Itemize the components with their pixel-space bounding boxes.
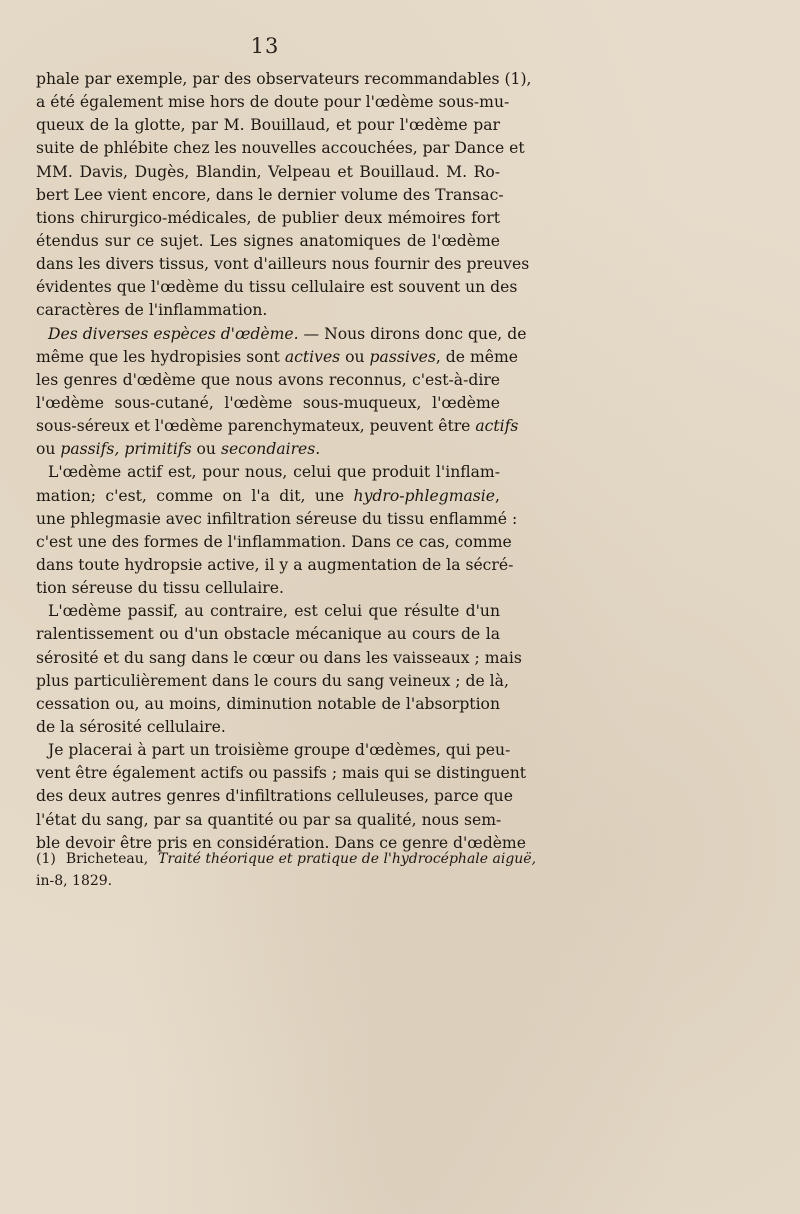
text-line [36,323,527,346]
italic-term: actifs [475,417,519,436]
text-line: MM. Davis, Dugès, Blandin, Velpeau et Bouillaud. M. Ro- [36,162,500,181]
text-run: , de même [435,347,518,366]
text-line: caractères de l'inflammation. [36,301,268,320]
text-line: une phlegmasie avec infiltration séreuse du tissu enflammé : [36,509,518,528]
section-heading: Des diverses espèces d'œdème. [48,324,299,343]
footnote-marker: (1) [36,851,56,867]
text-line: dans toute hydropsie active, il y a augmentation de la sécré- [36,555,514,574]
text-line: l'œdème sous-cutané, l'œdème sous-muqueux, l'œdème [36,393,500,412]
text-line: étendus sur ce sujet. Les signes anatomiques de l'œdème [36,231,500,250]
italic-term: hydro-phlegmasie [353,486,496,505]
text-line: dans les divers tissus, vont d'ailleurs nous fournir des preuves [36,255,530,274]
text-line: L'œdème actif est, pour nous, celui que produit l'inflam- [48,463,500,482]
text-run: mation; c'est, comme on l'a dit, une [36,486,354,505]
text-line: suite de phlébite chez les nouvelles accouchées, par Dance et [36,139,525,158]
italic-term: actives [284,347,341,366]
text-line: c'est une des formes de l'inflammation. Dans ce cas, comme [36,532,512,551]
text-line: les genres d'œdème que nous avons reconnus, c'est-à-dire [36,370,500,389]
footnote [36,848,537,892]
text-line: a été également mise hors de doute pour l'œdème sous-mu- [36,93,510,112]
text-run: ou [36,440,61,459]
italic-term: passifs, primitifs [60,440,192,459]
text-line: évidentes que l'œdème du tissu cellulaire est souvent un des [36,278,518,297]
text-run: ou [191,440,221,459]
text-run: sous-séreux et l'œdème parenchymateux, peuvent être [36,417,476,436]
text-line: phale par exemple, par des observateurs recommandables (1), [36,70,532,88]
text-line: tion séreuse du tissu cellulaire. [36,579,284,598]
text-run: — Nous dirons donc que, de [298,324,527,343]
text-line: de la sérosité cellulaire. [36,717,226,736]
text-line: Je placerai à part un troisième groupe d'œdèmes, qui peu- [48,741,511,760]
body-text [36,68,532,855]
text-line: des deux autres genres d'infiltrations celluleuses, parce que [36,787,513,806]
text-line: vent être également actifs ou passifs ; mais qui se distinguent [36,764,527,783]
italic-term: passives [369,347,436,366]
text-line [36,346,518,369]
text-line [36,438,500,461]
text-run: . [315,440,321,459]
text-line: L'œdème passif, au contraire, est celui que résulte d'un [48,602,500,621]
text-line: ble devoir être pris en considération. Dans ce genre d'œdème [36,833,526,852]
text-line: tions chirurgico-médicales, de publier deux mémoires fort [36,208,500,227]
text-line: bert Lee vient encore, dans le dernier volume des Transac- [36,185,504,204]
text-run: ou [340,347,370,366]
text-run: , [495,486,500,505]
text-line: ralentissement ou d'un obstacle mécanique au cours de la [36,625,500,644]
footnote-line [36,848,537,870]
page-number: 13 [250,34,280,58]
text-line [36,415,519,438]
text-line: sérosité et du sang dans le cœur ou dans les vaisseaux ; mais [36,648,522,667]
text-line: cessation ou, au moins, diminution notable de l'absorption [36,694,500,713]
footnote-line: in-8, 1829. [36,873,113,889]
footnote-author: Bricheteau, [65,851,149,867]
footnote-title: Traité théorique et pratique de l'hydrocéphale aiguë, [158,851,537,867]
text-line: l'état du sang, par sa quantité ou par sa qualité, nous sem- [36,810,502,829]
italic-term: secondaires [220,440,316,459]
text-run: même que les hydropisies sont [36,347,285,366]
text-line: queux de la glotte, par M. Bouillaud, et pour l'œdème par [36,116,500,135]
text-line [36,485,500,508]
text-line: plus particulièrement dans le cours du sang veineux ; de là, [36,671,509,690]
